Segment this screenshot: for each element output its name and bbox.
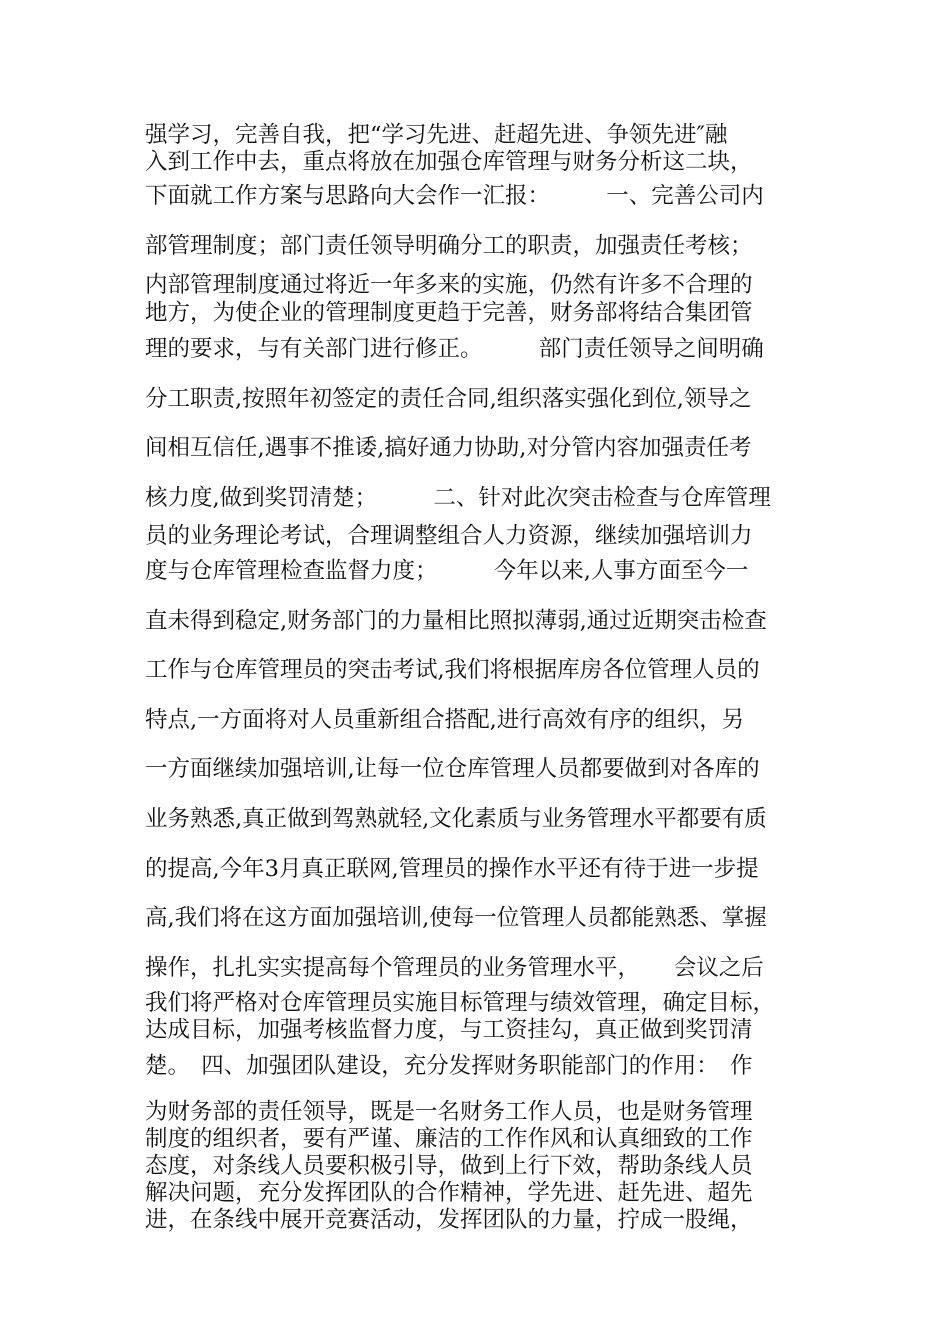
text-line: 理的要求，与有关部门进行修正。 部门责任领导之间明确 bbox=[145, 336, 764, 362]
text-line: 分工职责,按照年初签定的责任合同,组织落实强化到位,领导之 bbox=[145, 386, 752, 412]
text-line: 员的业务理论考试，合理调整组合人力资源，继续加强培训力 bbox=[145, 523, 753, 549]
text-line: 我们将严格对仓库管理员实施目标管理与绩效管理，确定目标， bbox=[145, 990, 776, 1016]
text-line: 间相互信任,遇事不推诿,搞好通力协助,对分管内容加强责任考 bbox=[145, 435, 752, 461]
text-line: 地方，为使企业的管理制度更趋于完善，财务部将结合集团管 bbox=[145, 300, 753, 326]
text-line: 为财务部的责任领导，既是一名财务工作人员，也是财务管理 bbox=[145, 1099, 753, 1125]
text-line: 特点,一方面将对人员重新组合搭配,进行高效有序的组织，另 bbox=[145, 707, 745, 733]
text-line: 工作与仓库管理员的突击考试,我们将根据库房各位管理人员的 bbox=[145, 657, 760, 683]
text-line: 解决问题，充分发挥团队的合作精神，学先进、赶先进、超先 bbox=[145, 1180, 753, 1206]
text-line: 入到工作中去，重点将放在加强仓库管理与财务分析这二块， bbox=[145, 149, 753, 175]
text-line: 进，在条线中展开竞赛活动，发挥团队的力量，拧成一股绳， bbox=[145, 1207, 753, 1233]
text-line: 操作，扎扎实实提高每个管理员的业务管理水平， 会议之后 bbox=[145, 955, 764, 981]
text-line: 部管理制度；部门责任领导明确分工的职责，加强责任考核； bbox=[145, 233, 753, 259]
text-line: 制度的组织者，要有严谨、廉洁的工作作风和认真细致的工作 bbox=[145, 1126, 753, 1152]
text-line: 一方面继续加强培训,让每一位仓库管理人员都要做到对各库的 bbox=[145, 756, 760, 782]
text-line: 核力度,做到奖罚清楚； 二、针对此次突击检查与仓库管理 bbox=[145, 485, 771, 511]
text-line: 的提高,今年3月真正联网,管理员的操作水平还有待于进一步提 bbox=[145, 856, 759, 882]
text-line: 内部管理制度通过将近一年多来的实施，仍然有许多不合理的 bbox=[145, 272, 753, 298]
text-line: 态度，对条线人员要积极引导，做到上行下效，帮助条线人员 bbox=[145, 1153, 753, 1179]
text-line: 楚。 四、加强团队建设，充分发挥财务职能部门的作用： 作 bbox=[145, 1053, 753, 1079]
text-line: 达成目标，加强考核监督力度，与工资挂勾，真正做到奖罚清 bbox=[145, 1017, 753, 1043]
text-line: 直未得到稳定,财务部门的力量相比照拟薄弱,通过近期突击检查 bbox=[145, 608, 767, 634]
text-line: 下面就工作方案与思路向大会作一汇报： 一、完善公司内 bbox=[145, 183, 764, 209]
text-line: 高,我们将在这方面加强培训,使每一位管理人员都能熟悉、掌握 bbox=[145, 905, 767, 931]
text-line: 业务熟悉,真正做到驾熟就轻,文化素质与业务管理水平都要有质 bbox=[145, 806, 767, 832]
text-line: 度与仓库管理检查监督力度； 今年以来,人事方面至今一 bbox=[145, 558, 749, 584]
text-line: 强学习，完善自我，把“学习先进、赶超先进、争领先进″融 bbox=[145, 122, 728, 148]
